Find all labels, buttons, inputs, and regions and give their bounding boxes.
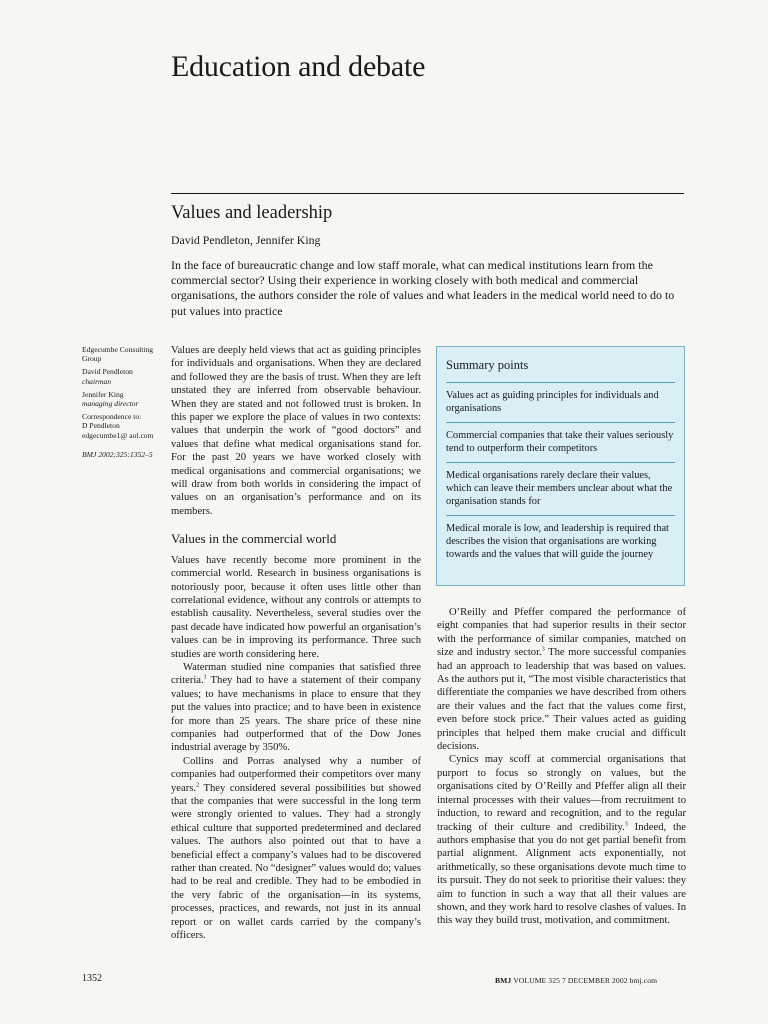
correspondence-label: Correspondence to: [82, 412, 142, 422]
page-number: 1352 [82, 973, 102, 984]
citation [82, 450, 166, 459]
summary-item: Values act as guiding principles for individuals and organisations [446, 382, 675, 422]
paragraph-text: They considered several possibilities but showed that the companies that were successful in the long term were strongly oriented to values. They had a strongly ethical culture that supported predetermined and declared values. The authors also pointed out that to have a beneficial effect a company’s values had to be discovered rather than created. No “designer” values would do; values had to be real and credible. They had to be embodied in the very fabric of the organisation—in its systems, processes, practices, and rewards, not just in its annual report or on wallet cards carried by the company’s officers. [171, 782, 421, 942]
reference[interactable]: 1 [203, 674, 207, 681]
summary-item: Medical morale is low, and leadership is required that describes the vision that organisations are working towards and the values that will guide the journey [446, 515, 675, 568]
journal-issue: VOLUME 325 7 DECEMBER 2002 bmj.com [513, 976, 658, 985]
reference[interactable]: 2 [196, 782, 199, 789]
author-1 [82, 367, 166, 385]
paragraph-text: Waterman studied nine companies that satisfied three criteria. [171, 661, 421, 687]
paragraph-text: Cynics may scoff at commercial organisations that purport to focus so strongly on values, but the organisations cited by O’Reilly and Pfeffer align all their internal processes with their values—from recruitment to induction, to reward and recognition, and to the regular tracking of their culture and credibility. [437, 754, 686, 833]
paragraph-text: The more successful companies had an approach to leadership that was based on values. As the authors put it, “The most visible characteristics that differentiate the companies we have described from others are their values and the fact that the values come first, even before stock price.” Their values acted as guiding principles that helped them make crucial and difficult decisions. [437, 647, 687, 753]
article-title: Values and leadership [171, 203, 333, 223]
journal-footer [495, 976, 657, 985]
paragraph [437, 606, 686, 753]
reference[interactable]: 3 [624, 820, 628, 827]
paragraph [171, 755, 421, 943]
correspondence-name: D Pendleton [82, 421, 120, 431]
paragraph-text: Collins and Porras analysed why a number of companies had outperformed their competitors over many years. [171, 755, 421, 794]
right-column [437, 606, 686, 928]
author-1-name: David Pendleton [82, 367, 133, 377]
paragraph: Values have recently become more prominent in the commercial world. Research in business organisations is notoriously poor, because it often uses little other than correlational evidence, without any controls or attempts to establish causality. Nevertheless, several studies over the past decade have indicated how powerful an organisation’s values can be in improving its performance. Three such studies are worth considering here. [171, 554, 421, 660]
author-2-role: managing director [82, 399, 139, 409]
paragraph [171, 661, 421, 755]
paragraph [437, 753, 686, 927]
author-1-role: chairman [82, 376, 112, 386]
paragraph-text: O’Reilly and Pfeffer compared the performance of eight companies that had superior results in their sector with the performance of similar companies, matched on size and industry sector. [437, 607, 686, 659]
summary-item: Commercial companies that take their values seriously tend to outperform their competitors [446, 422, 675, 462]
section-title: Education and debate [171, 50, 426, 83]
correspondence-email[interactable]: edgecumbe1@ aol.com [82, 430, 154, 440]
summary-box [436, 346, 685, 586]
intro-paragraph: Values are deeply held views that act as guiding principles for individuals and organisations. When they are declared and followed they are the basis of trust. When they are left unstated they are inferred from observable behaviour. When they are stated and not followed trust is broken. In this paper we explore the place of values in two contexts: values that underpin the work of “good doctors” and values that define what medical organisations stand for. For the past 20 years we have worked closely with medical organisations and commercial organisations; we will draw from both worlds in considering the impact of values on an organisation’s performance and on its members. [171, 345, 421, 517]
summary-item: Medical organisations rarely declare their values, which can leave their members unclear about what the organisation stands for [446, 462, 675, 515]
author-sidebar [82, 345, 166, 463]
paragraph-text: Indeed, the authors emphasise that you do not get partial benefit from partial alignment. Alignment acts exponentially, not arithmetically, so these organisations devote much time to its pursuit. They do not seek to prioritise their values: they aim to function in such a way that all their values are shown, and they work hard to resolve clashes of values. In this way they build trust, motivation, and commitment. [437, 821, 686, 927]
journal-name: BMJ [495, 976, 512, 985]
subheading: Values in the commercial world [171, 531, 337, 547]
article-authors: David Pendleton, Jennifer King [171, 233, 321, 247]
summary-title: Summary points [446, 358, 529, 372]
correspondence [82, 412, 166, 440]
affiliation: Edgecumbe Consulting Group [82, 345, 154, 364]
citation-text: BMJ 2002;325:1352–5 [82, 449, 153, 459]
reference[interactable]: 3 [541, 646, 545, 653]
standfirst: In the face of bureaucratic change and low staff morale, what can medical institutions learn from the commercial sector? Using their experience in working closely with both medical and commercial organisations, the authors consider the role of values and what leaders in the medical world need to do to put values into practice [171, 258, 675, 318]
header-rule [171, 193, 684, 194]
paragraph-text: They had to have a statement of their company values; to have mechanisms in place to ensure that they put the values into practice; and to have been in existence for more than 25 years. The share price of these nine companies had outperformed that of the Dow Jones industrial average by 350%. [171, 675, 421, 754]
left-column [171, 344, 421, 942]
author-2-name: Jennifer King [82, 389, 124, 399]
author-2 [82, 390, 166, 408]
